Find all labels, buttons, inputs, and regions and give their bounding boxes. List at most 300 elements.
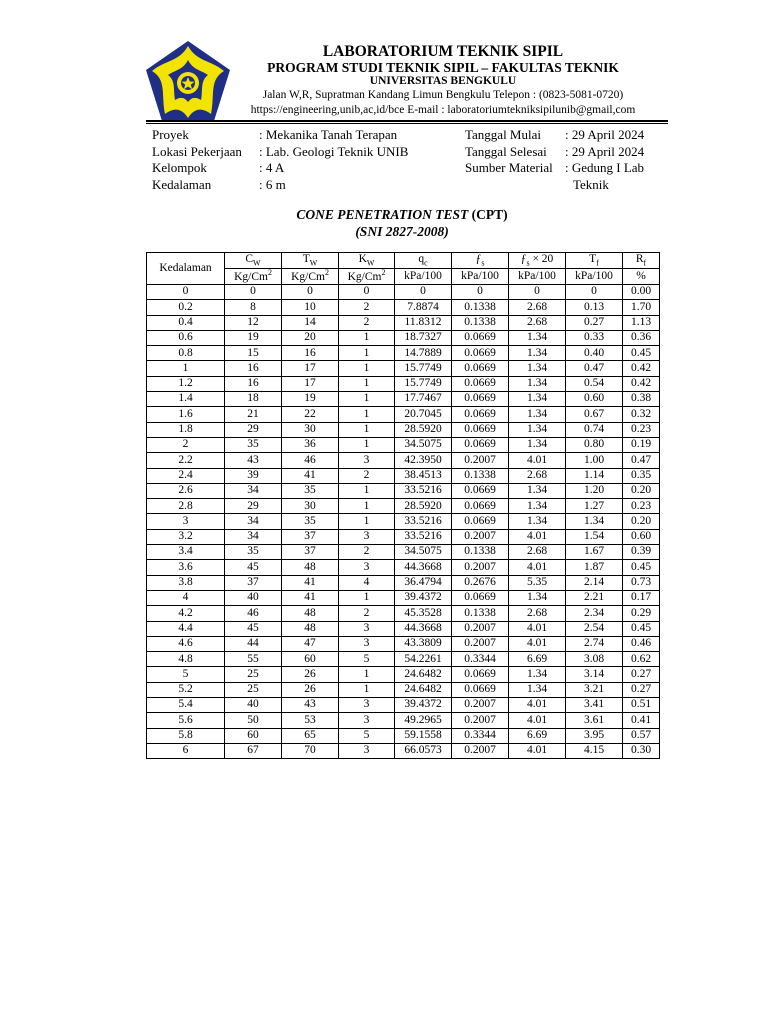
table-cell: 0.46 — [623, 636, 660, 651]
table-row — [147, 483, 660, 498]
info-value-project: : Mekanika Tanah Terapan — [259, 127, 398, 142]
table-row — [147, 437, 660, 452]
header-symbol — [282, 253, 339, 269]
table-cell: 1.34 — [509, 407, 566, 422]
table-cell: 0.45 — [623, 560, 660, 575]
table-cell: 4.01 — [509, 743, 566, 758]
info-value-material-source: : Gedung I Lab — [565, 160, 645, 175]
table-row — [147, 453, 660, 468]
symbol-letter: K — [358, 252, 367, 265]
table-cell: 29 — [225, 499, 282, 514]
table-cell: 0.3344 — [452, 728, 509, 743]
info-label-end-date: Tanggal Selesai — [465, 144, 547, 159]
symbol-subscript: W — [309, 258, 318, 268]
table-cell: 48 — [282, 621, 339, 636]
table-cell: 44.3668 — [395, 621, 452, 636]
table-cell: 25 — [225, 682, 282, 697]
table-cell: 50 — [225, 713, 282, 728]
web-email-line: https://engineering,unib,ac,id/bce E-mail : laboratoriumtekniksipilunib@gmail,com — [250, 104, 636, 116]
table-cell: 4.01 — [509, 698, 566, 713]
table-cell: 45 — [225, 560, 282, 575]
info-label-start-date: Tanggal Mulai — [465, 127, 541, 142]
table-cell: 1.34 — [509, 483, 566, 498]
header-unit — [623, 269, 660, 285]
unit-text: kPa/100 — [518, 269, 556, 282]
table-cell: 41 — [282, 590, 339, 605]
info-label-group: Kelompok — [152, 160, 207, 175]
table-cell: 0.45 — [623, 621, 660, 636]
table-cell: 49.2965 — [395, 713, 452, 728]
table-cell: 60 — [282, 652, 339, 667]
header-unit — [395, 269, 452, 285]
table-cell: 0.3344 — [452, 652, 509, 667]
table-cell: 0.38 — [623, 392, 660, 407]
table-cell: 48 — [282, 606, 339, 621]
table-row — [147, 499, 660, 514]
table-row — [147, 529, 660, 544]
table-cell: 0.30 — [623, 743, 660, 758]
table-cell: 1.14 — [566, 468, 623, 483]
table-row — [147, 682, 660, 697]
table-cell: 3 — [339, 713, 395, 728]
table-cell: 1.34 — [566, 514, 623, 529]
unit-text: Kg/Cm — [234, 271, 268, 284]
table-cell: 1 — [339, 330, 395, 345]
table-cell: 0.0669 — [452, 483, 509, 498]
table-cell: 0.00 — [623, 285, 660, 300]
table-cell: 4.01 — [509, 713, 566, 728]
header-symbol — [395, 253, 452, 269]
table-cell: 65 — [282, 728, 339, 743]
info-value-depth: : 6 m — [259, 177, 286, 192]
symbol-letter: T — [302, 252, 310, 265]
document-title — [146, 207, 658, 223]
table-cell: 22 — [282, 407, 339, 422]
table-cell: 1.34 — [509, 682, 566, 697]
table-row — [147, 590, 660, 605]
table-cell: 40 — [225, 698, 282, 713]
table-cell: 59.1558 — [395, 728, 452, 743]
table-cell: 21 — [225, 407, 282, 422]
info-label-depth: Kedalaman — [152, 177, 212, 192]
info-label-material-source: Sumber Material — [465, 160, 553, 175]
table-cell: 2.68 — [509, 300, 566, 315]
table-cell: 0 — [147, 285, 225, 300]
table-cell: 1 — [339, 590, 395, 605]
header-divider-thin — [146, 123, 668, 124]
table-cell: 2 — [339, 606, 395, 621]
table-cell: 48 — [282, 560, 339, 575]
table-cell: 0.0669 — [452, 437, 509, 452]
header-symbol — [339, 253, 395, 269]
table-row — [147, 728, 660, 743]
table-cell: 2.54 — [566, 621, 623, 636]
table-cell: 2.8 — [147, 499, 225, 514]
table-cell: 0.51 — [623, 698, 660, 713]
table-cell: 46 — [225, 606, 282, 621]
table-cell: 28.5920 — [395, 499, 452, 514]
table-cell: 1 — [339, 499, 395, 514]
header-symbol — [452, 253, 509, 269]
table-cell: 1.54 — [566, 529, 623, 544]
table-cell: 1.34 — [509, 376, 566, 391]
table-cell: 1.34 — [509, 499, 566, 514]
table-cell: 1.34 — [509, 422, 566, 437]
unit-superscript: 2 — [324, 268, 329, 278]
table-cell: 28.5920 — [395, 422, 452, 437]
table-cell: 2.34 — [566, 606, 623, 621]
table-cell: 1.34 — [509, 330, 566, 345]
table-cell: 34.5075 — [395, 545, 452, 560]
table-cell: 45 — [225, 621, 282, 636]
table-cell: 0.0669 — [452, 346, 509, 361]
table-cell: 54.2261 — [395, 652, 452, 667]
table-cell: 66.0573 — [395, 743, 452, 758]
table-row — [147, 285, 660, 300]
table-cell: 20.7045 — [395, 407, 452, 422]
table-cell: 1.67 — [566, 545, 623, 560]
table-cell: 0.2676 — [452, 575, 509, 590]
table-cell: 0.1338 — [452, 606, 509, 621]
table-cell: 37 — [225, 575, 282, 590]
table-cell: 33.5216 — [395, 514, 452, 529]
table-cell: 34.5075 — [395, 437, 452, 452]
header-row-symbols — [147, 253, 660, 269]
table-cell: 1.34 — [509, 437, 566, 452]
table-cell: 0.2007 — [452, 560, 509, 575]
table-cell: 44.3668 — [395, 560, 452, 575]
table-cell: 0.0669 — [452, 407, 509, 422]
table-cell: 2 — [339, 315, 395, 330]
table-cell: 1.4 — [147, 392, 225, 407]
table-cell: 1 — [339, 346, 395, 361]
table-row — [147, 575, 660, 590]
table-cell: 0.0669 — [452, 514, 509, 529]
table-cell: 0.60 — [566, 392, 623, 407]
table-cell: 39.4372 — [395, 698, 452, 713]
table-cell: 33.5216 — [395, 529, 452, 544]
table-cell: 34 — [225, 514, 282, 529]
table-cell: 2.68 — [509, 468, 566, 483]
table-cell: 0.27 — [623, 682, 660, 697]
table-cell: 4.01 — [509, 621, 566, 636]
table-cell: 41 — [282, 575, 339, 590]
table-cell: 3.6 — [147, 560, 225, 575]
table-cell: 1 — [339, 422, 395, 437]
table-cell: 0.1338 — [452, 315, 509, 330]
info-value-start-date: : 29 April 2024 — [565, 127, 645, 142]
table-cell: 4.2 — [147, 606, 225, 621]
table-cell: 0.2007 — [452, 713, 509, 728]
table-row — [147, 300, 660, 315]
symbol-letter: C — [245, 252, 254, 265]
table-cell: 1.34 — [509, 667, 566, 682]
info-label-location: Lokasi Pekerjaan — [152, 144, 242, 159]
table-cell: 1.20 — [566, 483, 623, 498]
table-cell: 1.34 — [509, 590, 566, 605]
table-cell: 3.2 — [147, 529, 225, 544]
table-cell: 4.6 — [147, 636, 225, 651]
header-symbol — [509, 253, 566, 269]
table-cell: 1.70 — [623, 300, 660, 315]
table-cell: 1.00 — [566, 453, 623, 468]
symbol-letter: R — [635, 252, 644, 265]
table-cell: 5.2 — [147, 682, 225, 697]
table-cell: 1.2 — [147, 376, 225, 391]
table-cell: 0.67 — [566, 407, 623, 422]
table-cell: 0.2007 — [452, 621, 509, 636]
table-cell: 37 — [282, 545, 339, 560]
symbol-subscript: s — [526, 258, 530, 268]
table-cell: 0 — [225, 285, 282, 300]
unit-text: Kg/Cm — [347, 271, 382, 284]
table-cell: 24.6482 — [395, 667, 452, 682]
table-cell: 3 — [147, 514, 225, 529]
table-cell: 0.2007 — [452, 743, 509, 758]
table-cell: 0.39 — [623, 545, 660, 560]
table-row — [147, 468, 660, 483]
table-cell: 0.80 — [566, 437, 623, 452]
table-cell: 3 — [339, 636, 395, 651]
table-cell: 3.41 — [566, 698, 623, 713]
table-cell: 0.27 — [566, 315, 623, 330]
table-cell: 34 — [225, 483, 282, 498]
table-cell: 34 — [225, 529, 282, 544]
table-cell: 0.27 — [623, 667, 660, 682]
table-cell: 1.6 — [147, 407, 225, 422]
info-label-project: Proyek — [152, 127, 189, 142]
table-cell: 4.4 — [147, 621, 225, 636]
table-cell: 43 — [282, 698, 339, 713]
table-cell: 0.13 — [566, 300, 623, 315]
table-cell: 15 — [225, 346, 282, 361]
table-cell: 20 — [282, 330, 339, 345]
table-cell: 3.14 — [566, 667, 623, 682]
table-cell: 7.8874 — [395, 300, 452, 315]
program-name: PROGRAM STUDI TEKNIK SIPIL – FAKULTAS TEKNIK — [267, 60, 619, 75]
table-cell: 0.17 — [623, 590, 660, 605]
header-unit — [282, 269, 339, 285]
table-row — [147, 315, 660, 330]
table-cell: 0 — [509, 285, 566, 300]
standard-reference: (SNI 2827-2008) — [355, 224, 449, 239]
table-cell: 1 — [339, 376, 395, 391]
symbol-letter: T — [589, 252, 597, 265]
table-cell: 0.19 — [623, 437, 660, 452]
table-cell: 16 — [225, 361, 282, 376]
table-cell: 4.8 — [147, 652, 225, 667]
table-cell: 0.8 — [147, 346, 225, 361]
table-cell: 3 — [339, 743, 395, 758]
table-cell: 24.6482 — [395, 682, 452, 697]
table-cell: 1 — [339, 437, 395, 452]
header-unit — [566, 269, 623, 285]
table-cell: 1 — [339, 392, 395, 407]
info-value-material-source-cont: Teknik — [573, 177, 609, 192]
table-cell: 4 — [147, 590, 225, 605]
table-cell: 0 — [395, 285, 452, 300]
table-cell: 3.4 — [147, 545, 225, 560]
header-unit — [452, 269, 509, 285]
table-cell: 55 — [225, 652, 282, 667]
table-cell: 47 — [282, 636, 339, 651]
table-cell: 46 — [282, 453, 339, 468]
table-cell: 0.4 — [147, 315, 225, 330]
table-cell: 35 — [282, 483, 339, 498]
table-cell: 3 — [339, 529, 395, 544]
table-cell: 4.01 — [509, 453, 566, 468]
table-cell: 2.74 — [566, 636, 623, 651]
table-cell: 4.01 — [509, 560, 566, 575]
table-cell: 0.45 — [623, 346, 660, 361]
table-cell: 17 — [282, 376, 339, 391]
table-row — [147, 330, 660, 345]
table-row — [147, 346, 660, 361]
header-depth: Kedalaman — [147, 253, 225, 285]
table-cell: 10 — [282, 300, 339, 315]
unit-text: % — [636, 269, 646, 282]
table-cell: 0.0669 — [452, 330, 509, 345]
table-cell: 19 — [282, 392, 339, 407]
table-cell: 5.6 — [147, 713, 225, 728]
table-cell: 0.0669 — [452, 422, 509, 437]
table-row — [147, 560, 660, 575]
table-cell: 0.36 — [623, 330, 660, 345]
table-cell: 67 — [225, 743, 282, 758]
table-cell: 19 — [225, 330, 282, 345]
table-cell: 17 — [282, 361, 339, 376]
table-cell: 3.8 — [147, 575, 225, 590]
table-cell: 43.3809 — [395, 636, 452, 651]
table-row — [147, 652, 660, 667]
table-cell: 35 — [282, 514, 339, 529]
table-cell: 14.7889 — [395, 346, 452, 361]
table-cell: 1.8 — [147, 422, 225, 437]
table-cell: 37 — [282, 529, 339, 544]
table-cell: 25 — [225, 667, 282, 682]
table-cell: 0.42 — [623, 361, 660, 376]
symbol-subscript: W — [253, 258, 261, 268]
table-cell: 1 — [339, 361, 395, 376]
table-cell: 5 — [339, 728, 395, 743]
table-cell: 3 — [339, 453, 395, 468]
table-cell: 26 — [282, 667, 339, 682]
unit-text: Kg/Cm — [291, 271, 325, 284]
table-cell: 3.61 — [566, 713, 623, 728]
table-cell: 4.01 — [509, 636, 566, 651]
table-cell: 1 — [339, 407, 395, 422]
table-row — [147, 545, 660, 560]
table-cell: 2.68 — [509, 545, 566, 560]
address-line: Jalan W,R, Supratman Kandang Limun Bengkulu Telepon : (0823-5081-0720) — [262, 89, 624, 101]
table-cell: 43 — [225, 453, 282, 468]
table-cell: 5.8 — [147, 728, 225, 743]
table-cell: 17.7467 — [395, 392, 452, 407]
table-cell: 30 — [282, 499, 339, 514]
table-cell: 6.69 — [509, 652, 566, 667]
table-row — [147, 361, 660, 376]
table-row — [147, 698, 660, 713]
table-cell: 0.1338 — [452, 300, 509, 315]
table-cell: 41 — [282, 468, 339, 483]
table-cell: 26 — [282, 682, 339, 697]
table-cell: 39 — [225, 468, 282, 483]
table-cell: 3.95 — [566, 728, 623, 743]
header-symbol — [623, 253, 660, 269]
table-cell: 3.08 — [566, 652, 623, 667]
table-cell: 0.20 — [623, 514, 660, 529]
symbol-subscript: f — [596, 258, 599, 268]
table-cell: 1 — [339, 483, 395, 498]
table-cell: 5 — [339, 652, 395, 667]
table-cell: 0.47 — [566, 361, 623, 376]
table-cell: 4.01 — [509, 529, 566, 544]
table-cell: 40 — [225, 590, 282, 605]
table-cell: 14 — [282, 315, 339, 330]
table-cell: 1.34 — [509, 346, 566, 361]
symbol-subscript: W — [366, 258, 375, 268]
table-cell: 1.34 — [509, 392, 566, 407]
table-cell: 1.13 — [623, 315, 660, 330]
header-unit — [225, 269, 282, 285]
table-cell: 0.0669 — [452, 361, 509, 376]
table-cell: 42.3950 — [395, 453, 452, 468]
table-cell: 0.6 — [147, 330, 225, 345]
table-cell: 36 — [282, 437, 339, 452]
table-row — [147, 743, 660, 758]
table-cell: 2.68 — [509, 606, 566, 621]
table-cell: 1.34 — [509, 361, 566, 376]
table-cell: 0.0669 — [452, 376, 509, 391]
table-cell: 2.6 — [147, 483, 225, 498]
table-cell: 0.73 — [623, 575, 660, 590]
unit-text: kPa/100 — [461, 269, 499, 282]
table-cell: 1 — [339, 514, 395, 529]
table-cell: 2 — [339, 545, 395, 560]
table-cell: 0.2007 — [452, 698, 509, 713]
table-cell: 5.4 — [147, 698, 225, 713]
header-unit — [509, 269, 566, 285]
table-cell: 0.41 — [623, 713, 660, 728]
table-cell: 18 — [225, 392, 282, 407]
table-cell: 1.27 — [566, 499, 623, 514]
table-cell: 0.0669 — [452, 667, 509, 682]
table-cell: 0.2007 — [452, 636, 509, 651]
table-cell: 11.8312 — [395, 315, 452, 330]
table-row — [147, 636, 660, 651]
table-cell: 39.4372 — [395, 590, 452, 605]
table-row — [147, 667, 660, 682]
table-cell: 0.35 — [623, 468, 660, 483]
lab-name: LABORATORIUM TEKNIK SIPIL — [322, 43, 564, 60]
table-cell: 0 — [339, 285, 395, 300]
table-row — [147, 514, 660, 529]
table-cell: 16 — [282, 346, 339, 361]
table-body — [147, 285, 660, 759]
table-cell: 15.7749 — [395, 376, 452, 391]
table-cell: 0.32 — [623, 407, 660, 422]
table-cell: 35 — [225, 545, 282, 560]
table-cell: 1.34 — [509, 514, 566, 529]
table-cell: 0.0669 — [452, 499, 509, 514]
table-cell: 45.3528 — [395, 606, 452, 621]
table-cell: 18.7327 — [395, 330, 452, 345]
unit-text: kPa/100 — [404, 269, 442, 282]
table-cell: 60 — [225, 728, 282, 743]
table-cell: 0.60 — [623, 529, 660, 544]
table-cell: 2.4 — [147, 468, 225, 483]
table-cell: 5.35 — [509, 575, 566, 590]
